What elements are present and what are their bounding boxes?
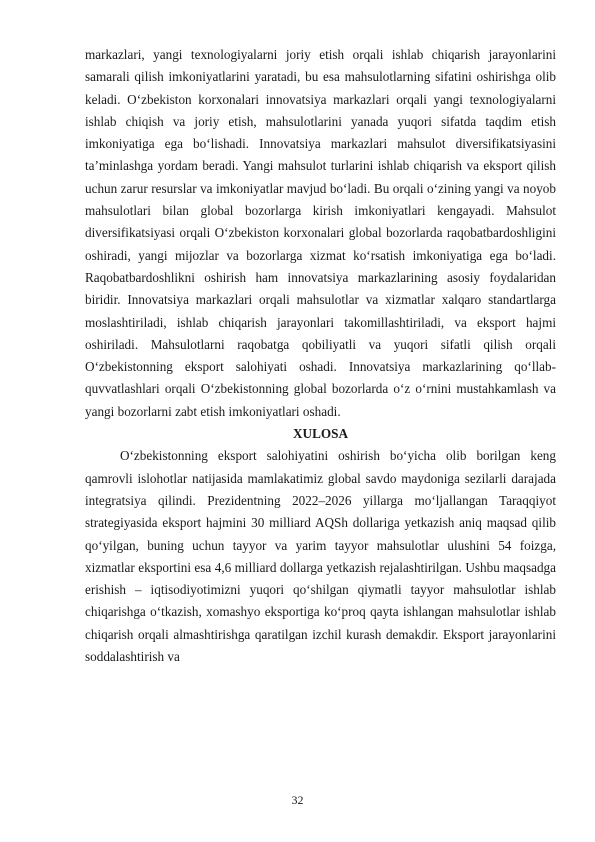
page-number: 32 — [291, 793, 304, 807]
body-paragraph-2: O‘zbekistonning eksport salohiyatini oshirish bo‘yicha olib borilgan keng qamrovli islohotlar natijasida mamlakatimiz global savdo maydoniga sezilarli darajada integratsiya qilindi. Prezidentning 2022–2026 yillarga mo‘ljallangan Taraqqiyot strategiyasida eksport hajmini 30 milliard AQSh dollariga yetkazish aniq maqsad qilib qo‘yilgan, buning uchun tayyor va yarim tayyor mahsulotlar ulushini 54 foizga, xizmatlar eksportini esa 4,6 milliard dollarga yetkazish rejalashtirilgan. Ushbu maqsadga erishish – iqtisodiyotimizni yuqori qo‘shilgan qiymatli tayyor mahsulotlar ishlab chiqarishga o‘tkazish, xomashyo eksportiga ko‘proq qayta ishlangan mahsulotlar ishlab chiqarish orqali almashtirishga qaratilgan izchil kurash demakdir. Eksport jarayonlarini soddalashtirish va — [85, 448, 556, 665]
document-page — [85, 44, 556, 668]
body-paragraph-1: markazlari, yangi texnologiyalarni joriy etish orqali ishlab chiqarish jarayonlarini samarali qilish imkoniyatlarini yaratadi, bu esa mahsulotlarning sifatini oshirishga olib keladi. O‘zbekiston korxonalari innovatsiya markazlari orqali yangi texnologiyalarni ishlab chiqish va joriy etish, mahsulotlarini yanada yuqori sifatda taqdim etish imkoniyatiga ega bo‘lishadi. Innovatsiya markazlari mahsulot diversifikatsiyasini ta’minlashga yordam beradi. Yangi mahsulot turlarini ishlab chiqarish va eksport qilish uchun zarur resurslar va imkoniyatlar mavjud bo‘ladi. Bu orqali o‘zining yangi va noyob mahsulotlari bilan global bozorlarga kirish imkoniyatlari kengayadi. Mahsulot diversifikatsiyasi orqali O‘zbekiston korxonalari global bozorlarda raqobatbardoshligini oshiradi, yangi mijozlar va bozorlarga xizmat ko‘rsatish imkoniyatiga ega bo‘ladi. Raqobatbardoshlikni oshirish ham innovatsiya markazlarining asosiy foydalaridan biridir. Innovatsiya markazlari orqali mahsulotlar va xizmatlar xalqaro standartlarga moslashtiriladi, ishlab chiqarish jarayonlari takomillashtiriladi, va eksport hajmi oshiriladi. Mahsulotlarni raqobatga qobiliyatli va yuqori sifatli qilish orqali O‘zbekistonning eksport salohiyati oshadi. Innovatsiya markazlarining qo‘llab-quvvatlashlari orqali O‘zbekistonning global bozorlarda o‘z o‘rnini mustahkamlash va yangi bozorlarni zabt etish imkoniyatlari oshadi. — [85, 47, 556, 419]
section-heading-xulosa: XULOSA — [293, 426, 348, 442]
